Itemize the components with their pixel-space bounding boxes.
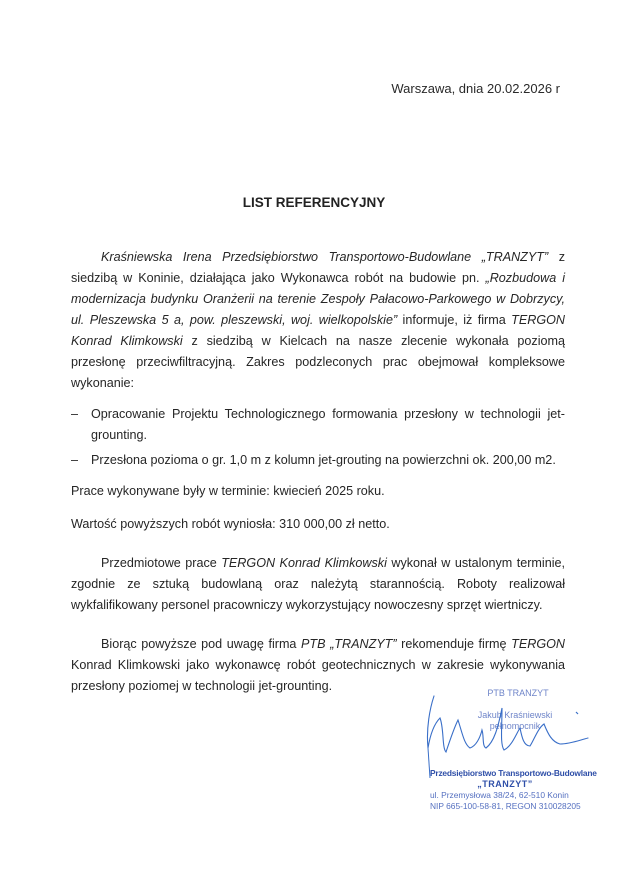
contractor-name: TERGON Konrad Klimkowski <box>221 556 387 570</box>
company-stamp <box>430 768 600 812</box>
dash-bullet-icon: – <box>71 453 79 467</box>
project-name: „Rozbudowa i modernizacja budynku Oranżerii na terenie Zespoły Pałacowo-Parkowego w Dobrzycy, ul. Pleszewska 5 a, pow. pleszewski, woj. wielkopolskie” <box>71 271 565 327</box>
signature-stamp-name: Jakub Kraśniewski <box>477 710 553 720</box>
recommendation-text-3: Konrad Klimkowski jako wykonawcę robót geotechnicznych w zakresie wykonywania przesłony poziomej w technologii jet-grounting. <box>71 658 565 693</box>
date-line: Warszawa, dnia 20.02.2026 r <box>391 81 560 96</box>
dash-bullet-icon: – <box>71 407 79 421</box>
issuer-short-name: PTB „TRANZYT” <box>301 637 397 651</box>
issuer-company-name: Kraśniewska Irena Przedsiębiorstwo Transportowo-Budowlane „TRANZYT” <box>101 250 549 264</box>
scope-list <box>71 404 565 471</box>
intro-text-2: informuje, iż firma <box>397 313 512 327</box>
recommendation-text-2: rekomenduje firmę <box>396 637 512 651</box>
scope-list-item <box>71 450 565 471</box>
quality-paragraph <box>71 553 565 616</box>
signature-block <box>420 688 600 828</box>
value-line: Wartość powyższych robót wyniosła: 310 000,00 zł netto. <box>71 517 390 531</box>
handwritten-signature-icon <box>420 688 600 778</box>
recommendation-text-1: Biorąc powyższe pod uwagę firma <box>101 637 302 651</box>
signature-stamp-company: PTB TRANZYT <box>487 688 549 698</box>
company-stamp-address: ul. Przemysłowa 38/24, 62-510 Konin <box>430 790 569 800</box>
company-stamp-tax-ids: NIP 665-100-58-81, REGON 310028205 <box>430 801 581 811</box>
intro-text-1: z siedzibą w Koninie, działająca jako Wykonawca robót na budowie pn. <box>71 250 566 285</box>
intro-paragraph <box>71 247 565 394</box>
company-stamp-line1: Przedsiębiorstwo Transportowo-Budowlane <box>430 768 597 778</box>
company-stamp-line2: „TRANZYT” <box>477 779 533 789</box>
signature-stamp-role: pełnomocnik <box>489 721 541 731</box>
quality-text-1: Przedmiotowe prace <box>101 556 222 570</box>
contractor-name: TERGON Konrad Klimkowski <box>71 313 565 348</box>
quality-text-2: wykonał w ustalonym terminie, zgodnie ze sztuką budowlaną oraz należytą starannością. Roboty realizował wykfalifikowany personel pracowniczy wykorzystujący nowoczesny sprzęt wiertniczy. <box>71 556 565 612</box>
contractor-name: TERGON <box>511 637 565 651</box>
document-title: LIST REFERENCYJNY <box>242 195 386 210</box>
letter-body <box>71 247 565 697</box>
scope-item-text: Opracowanie Projektu Technologicznego formowania przesłony w technologii jet-grounting. <box>91 407 565 442</box>
term-line: Prace wykonywane były w terminie: kwiecień 2025 roku. <box>71 484 385 498</box>
intro-text-3: z siedzibą w Kielcach na nasze zlecenie wykonała poziomą przesłonę przeciwfiltracyjną. Zakres podzleconych prac obejmował kompleksowe wykonanie: <box>71 334 565 390</box>
scope-item-text: Przesłona pozioma o gr. 1,0 m z kolumn jet-grouting na powierzchni ok. 200,00 m2. <box>91 453 556 467</box>
scope-list-item <box>71 404 565 446</box>
